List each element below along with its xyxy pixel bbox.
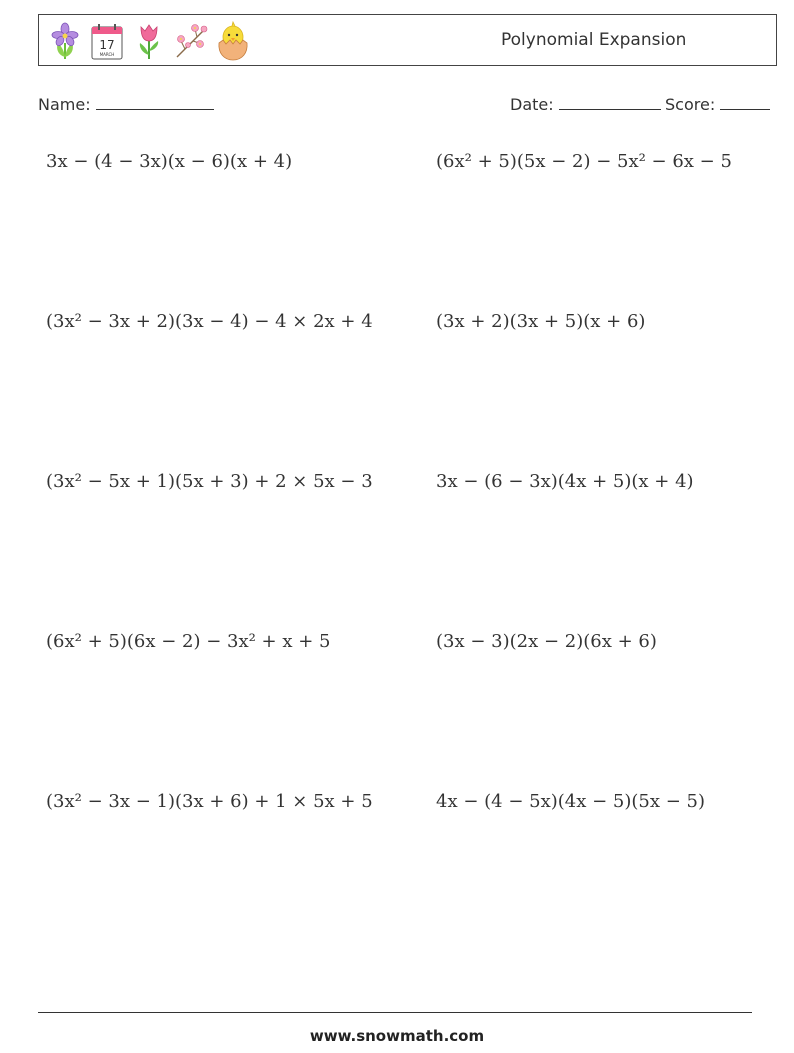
score-blank[interactable] [720,93,770,110]
calendar-day: 17 [99,38,115,52]
worksheet-title: Polynomial Expansion [501,30,687,50]
problem-3: (3x² − 3x + 2)(3x − 4) − 4 × 2x + 4 [46,311,373,332]
name-field [38,93,214,114]
problem-5: (3x² − 5x + 1)(5x + 3) + 2 × 5x − 3 [46,471,373,492]
name-blank[interactable] [96,93,214,110]
worksheet-header [38,14,777,66]
blossom-branch-icon [173,21,209,61]
problem-2: (6x² + 5)(5x − 2) − 5x² − 6x − 5 [436,151,732,172]
calendar-month: MARCH [99,52,115,57]
problem-4: (3x + 2)(3x + 5)(x + 6) [436,311,646,332]
date-label: Date: [510,95,554,114]
problem-10: 4x − (4 − 5x)(4x − 5)(5x − 5) [436,791,706,812]
score-field [665,93,770,114]
chick-in-egg-icon [215,21,251,61]
tulip-icon [131,21,167,61]
score-label: Score: [665,95,716,114]
name-label: Name: [38,95,91,114]
problem-7: (6x² + 5)(6x − 2) − 3x² + x + 5 [46,631,331,652]
flower-icon [47,21,83,61]
problem-6: 3x − (6 − 3x)(4x + 5)(x + 4) [436,471,694,492]
date-blank[interactable] [559,93,661,110]
calendar-icon [89,21,125,61]
problem-8: (3x − 3)(2x − 2)(6x + 6) [436,631,657,652]
problem-1: 3x − (4 − 3x)(x − 6)(x + 4) [46,151,293,172]
header-icons [47,19,251,63]
problem-9: (3x² − 3x − 1)(3x + 6) + 1 × 5x + 5 [46,791,373,812]
footer-site: www.snowmath.com [309,1027,485,1045]
footer-divider [38,1012,752,1013]
date-field [510,93,661,114]
